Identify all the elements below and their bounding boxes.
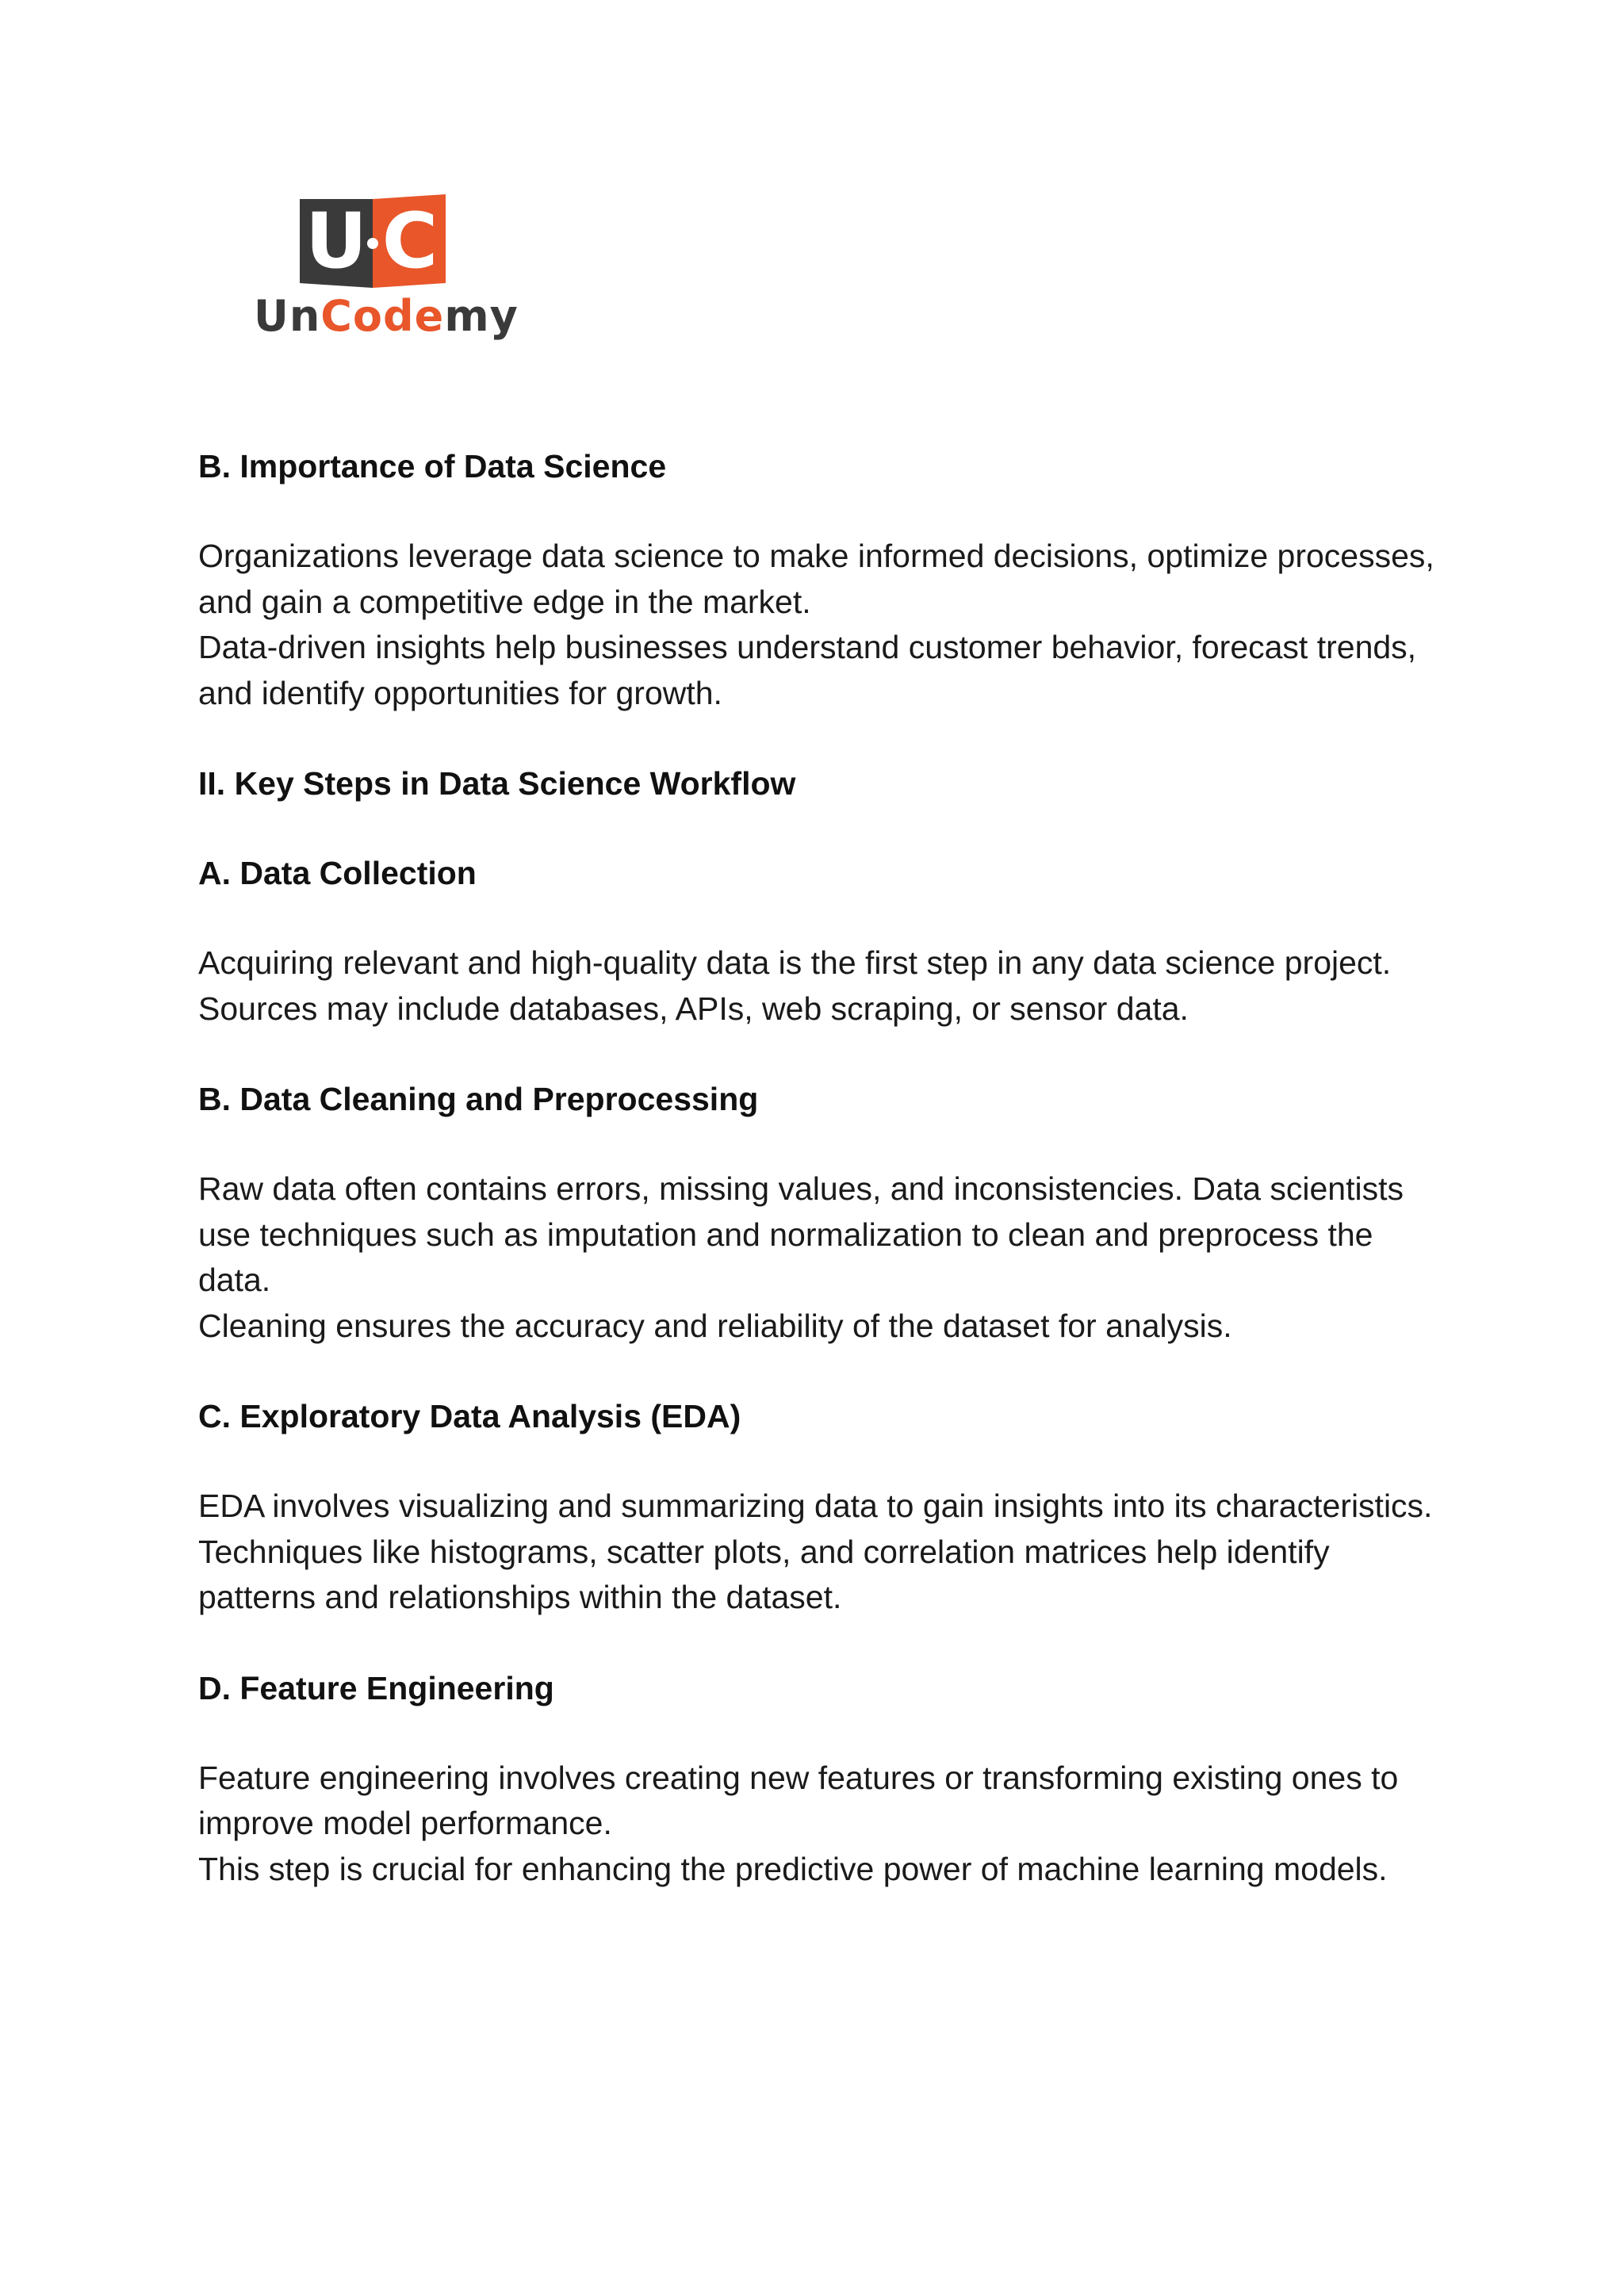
heading-key-steps-workflow: II. Key Steps in Data Science Workflow — [198, 765, 796, 802]
uncodemy-logo-mark — [300, 194, 446, 288]
paragraph-line: Feature engineering involves creating new features or transforming existing ones to improve model performance. — [198, 1759, 1399, 1841]
paragraph-feature-engineering — [198, 1756, 1451, 1893]
paragraph-data-cleaning — [198, 1166, 1451, 1349]
logo-word-part-2: Code — [320, 291, 445, 341]
paragraph-line: Cleaning ensures the accuracy and reliability of the dataset for analysis. — [198, 1307, 1232, 1344]
uncodemy-logo — [254, 194, 519, 353]
document-body — [198, 444, 1451, 1937]
paragraph-importance — [198, 534, 1451, 716]
paragraph-line: Data-driven insights help businesses understand customer behavior, forecast trends, and identify opportunities for growth. — [198, 629, 1417, 711]
heading-eda: C. Exploratory Data Analysis (EDA) — [198, 1398, 741, 1434]
paragraph-line: This step is crucial for enhancing the predictive power of machine learning models. — [198, 1850, 1388, 1887]
paragraph-line: Sources may include databases, APIs, web scraping, or sensor data. — [198, 990, 1189, 1027]
paragraph-line: Acquiring relevant and high-quality data is the first step in any data science project. — [198, 944, 1392, 981]
heading-data-cleaning: B. Data Cleaning and Preprocessing — [198, 1081, 759, 1117]
paragraph-data-collection — [198, 940, 1451, 1032]
heading-importance-of-data-science: B. Importance of Data Science — [198, 448, 667, 484]
heading-data-collection: A. Data Collection — [198, 855, 477, 891]
heading-feature-engineering: D. Feature Engineering — [198, 1669, 554, 1706]
paragraph-line: EDA involves visualizing and summarizing data to gain insights into its characteristics. — [198, 1488, 1433, 1524]
paragraph-line: Raw data often contains errors, missing values, and inconsistencies. Data scientists use techniques such as imputation and normalization to clean and preprocess the data. — [198, 1170, 1404, 1298]
logo-word-part-1: Un — [254, 291, 321, 341]
paragraph-eda — [198, 1484, 1451, 1621]
logo-mark-letter-right: C — [381, 197, 439, 285]
paragraph-line: Organizations leverage data science to make informed decisions, optimize processes, and gain a competitive edge in the market. — [198, 538, 1434, 620]
logo-mark-letter-left: U — [305, 197, 367, 285]
paragraph-line: Techniques like histograms, scatter plots, and correlation matrices help identify patterns and relationships within the dataset. — [198, 1533, 1330, 1615]
logo-wordmark — [254, 291, 519, 342]
logo-word-part-3: my — [444, 291, 519, 341]
